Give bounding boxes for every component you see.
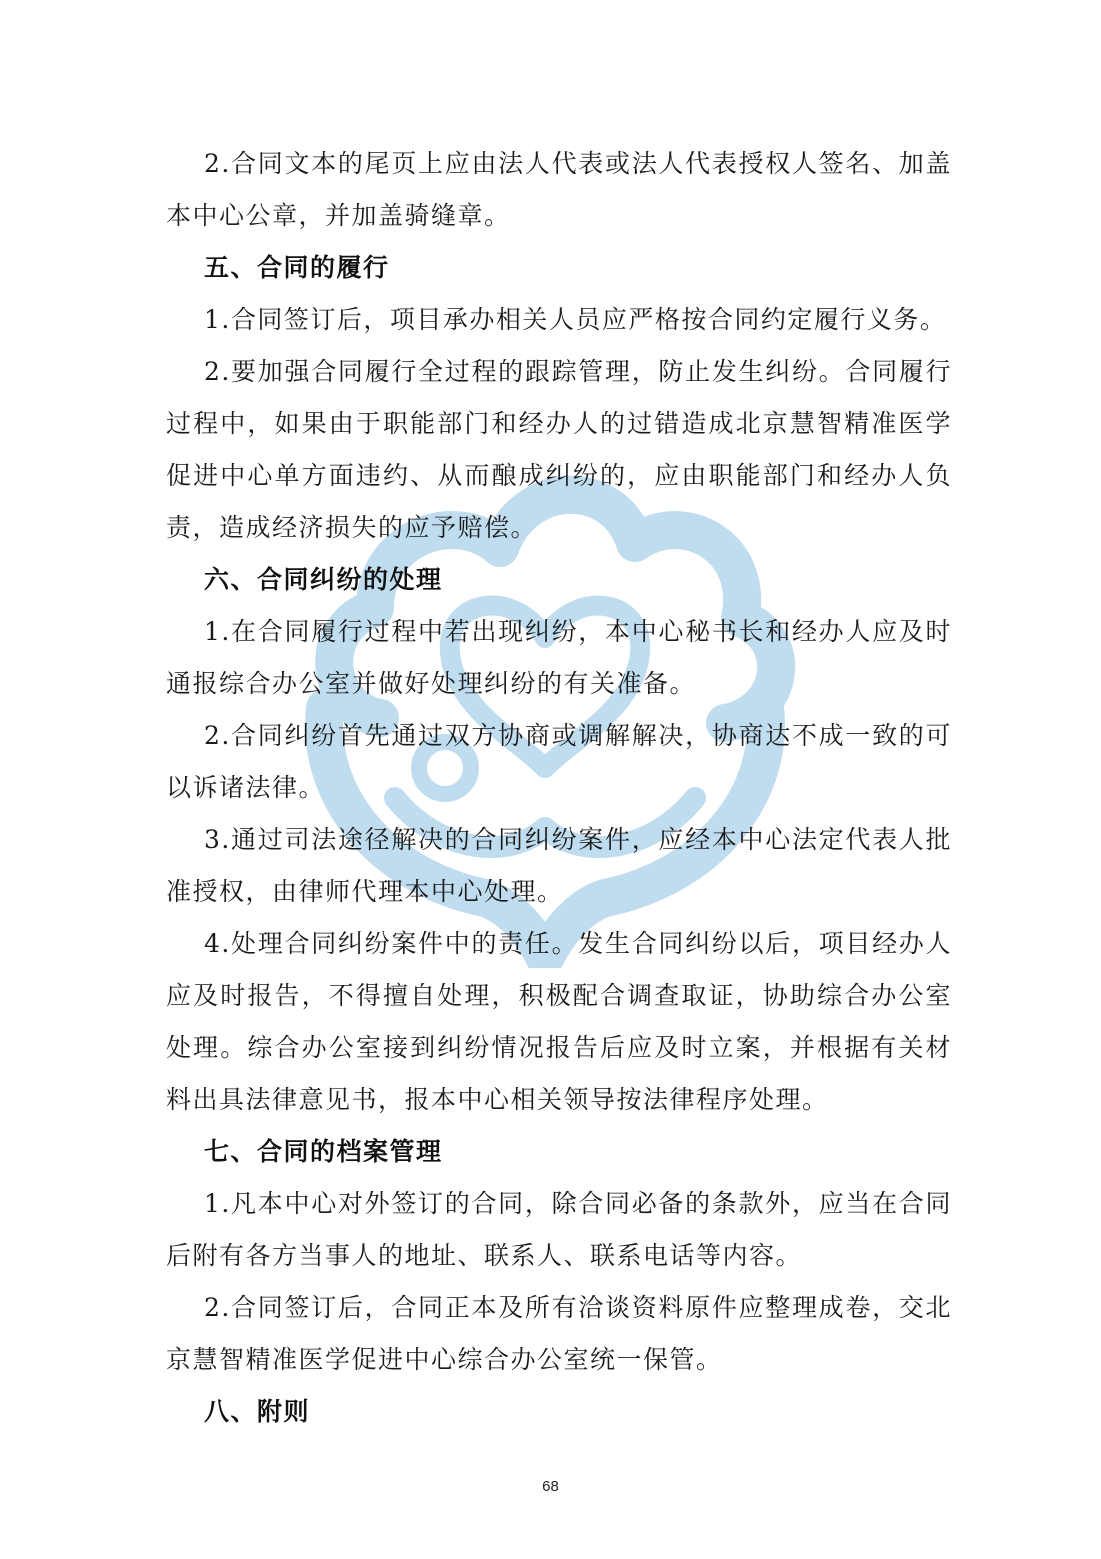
section-heading: 八、附则 xyxy=(204,1397,311,1426)
paragraph: 2.合同签订后，合同正本及所有洽谈资料原件应整理成卷，交北京慧智精准医学促进中心综合办公室统一保管。 xyxy=(166,1293,952,1374)
section-heading: 五、合同的履行 xyxy=(204,253,390,282)
page-number: 68 xyxy=(542,1478,559,1495)
paragraph: 3.通过司法途径解决的合同纠纷案件，应经本中心法定代表人批准授权，由律师代理本中心处理。 xyxy=(166,825,952,906)
paragraph: 2.合同纠纷首先通过双方协商或调解解决，协商达不成一致的可以诉诸法律。 xyxy=(166,721,952,802)
document-body xyxy=(166,138,952,1438)
section-heading: 七、合同的档案管理 xyxy=(204,1137,443,1166)
paragraph: 1.凡本中心对外签订的合同，除合同必备的条款外，应当在合同后附有各方当事人的地址、联系人、联系电话等内容。 xyxy=(166,1189,952,1270)
paragraph: 2.合同文本的尾页上应由法人代表或法人代表授权人签名、加盖本中心公章，并加盖骑缝章。 xyxy=(166,149,952,230)
paragraph: 1.在合同履行过程中若出现纠纷，本中心秘书长和经办人应及时通报综合办公室并做好处理纠纷的有关准备。 xyxy=(166,617,952,698)
paragraph: 1.合同签订后，项目承办相关人员应严格按合同约定履行义务。 xyxy=(204,305,947,334)
paragraph: 4.处理合同纠纷案件中的责任。发生合同纠纷以后，项目经办人应及时报告，不得擅自处理，积极配合调查取证，协助综合办公室处理。综合办公室接到纠纷情况报告后应及时立案，并根据有关材料出具法律意见书，报本中心相关领导按法律程序处理。 xyxy=(166,929,952,1114)
section-heading: 六、合同纠纷的处理 xyxy=(204,565,443,594)
paragraph: 2.要加强合同履行全过程的跟踪管理，防止发生纠纷。合同履行过程中，如果由于职能部门和经办人的过错造成北京慧智精准医学促进中心单方面违约、从而酿成纠纷的，应由职能部门和经办人负责，造成经济损失的应予赔偿。 xyxy=(166,357,952,542)
